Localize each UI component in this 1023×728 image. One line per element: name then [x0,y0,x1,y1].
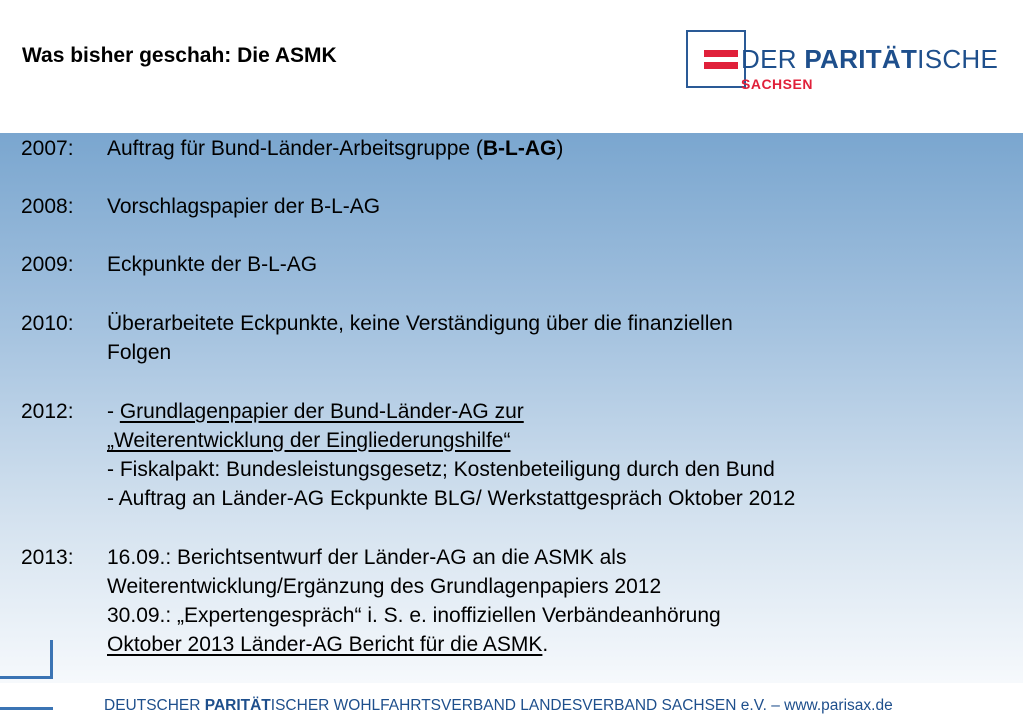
footer-text-bold: PARITÄT [204,697,271,714]
logo-box [686,30,746,88]
timeline-description [107,309,1007,367]
timeline-description [107,134,1007,163]
timeline-line: Überarbeitete Eckpunkte, keine Verständigung über die finanziellen [107,312,733,335]
logo-subtitle: SACHSEN [741,76,813,92]
logo-bar-bottom [704,62,738,69]
timeline-line [107,134,1007,163]
slide-title: Was bisher geschah: Die ASMK [22,44,337,67]
footer [104,697,893,715]
logo-main-rest: ISCHE [917,44,999,74]
corner-decoration-horizontal [0,676,53,679]
text-segment: . [542,633,549,656]
text-segment: - [107,400,120,423]
corner-decoration-vertical [50,640,53,678]
text-segment-underlined: Oktober 2013 Länder-AG Bericht für die ASMK [107,633,543,656]
timeline-year: 2009: [21,253,74,276]
timeline-line: - Fiskalpakt: Bundesleistungsgesetz; Kostenbeteiligung durch den Bund [107,458,775,481]
timeline-line: Vorschlagspapier der B-L-AG [107,195,381,218]
timeline-line: 30.09.: „Expertengespräch“ i. S. e. inoffiziellen Verbändeanhörung [107,604,721,627]
timeline-line: Weiterentwicklung/Ergänzung des Grundlagenpapiers 2012 [107,575,662,598]
text-segment-underlined: Grundlagenpapier der Bund-Länder-AG zur [119,400,524,423]
timeline-description [107,543,1007,659]
footer-decoration-line [0,707,53,710]
logo-wordmark [741,44,998,75]
text-segment: ) [556,137,564,160]
text-segment-underlined: „Weiterentwicklung der Eingliederungshilfe“ [107,429,511,452]
paritaetische-logo [686,30,1006,92]
timeline-year: 2012: [21,400,74,423]
timeline-description [107,192,1007,221]
timeline-year: 2008: [21,195,74,218]
text-segment: Auftrag für Bund-Länder-Arbeitsgruppe ( [107,137,483,160]
timeline-line [107,630,1007,659]
timeline-line: Folgen [107,341,172,364]
timeline-year: 2007: [21,137,74,160]
logo-main-plain: DER [741,44,805,74]
footer-text: DEUTSCHER [104,697,205,714]
timeline-line [107,426,1007,455]
text-segment-bold: B-L-AG [482,137,557,160]
timeline-description [107,250,1007,279]
timeline-description [107,397,1007,513]
timeline-line: - Auftrag an Länder-AG Eckpunkte BLG/ Werkstattgespräch Oktober 2012 [107,487,796,510]
timeline-line: Eckpunkte der B-L-AG [107,253,318,276]
timeline-year: 2013: [21,546,74,569]
footer-text: ISCHER WOHLFAHRTSVERBAND LANDESVERBAND SACHSEN e.V. – www.parisax.de [270,697,893,714]
logo-main-bold: PARITÄT [804,44,918,74]
timeline-year: 2010: [21,312,74,335]
timeline-line: 16.09.: Berichtsentwurf der Länder-AG an die ASMK als [107,546,627,569]
timeline-line [107,397,1007,426]
logo-bar-top [704,50,738,57]
